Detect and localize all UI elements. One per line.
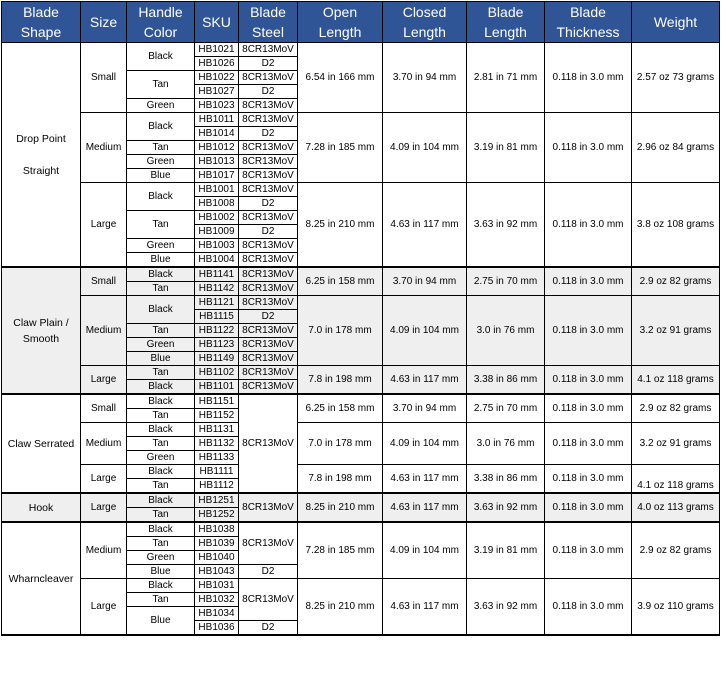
closed-length-cell: 4.09 in 104 mm — [383, 113, 467, 183]
blade-steel-cell: 8CR13MoV — [239, 211, 298, 225]
handle-color-cell: Tan — [127, 508, 195, 523]
blade-steel-cell: D2 — [239, 57, 298, 71]
handle-color-cell: Black — [127, 296, 195, 324]
blade-steel-cell: 8CR13MoV — [239, 366, 298, 380]
sku-cell: HB1251 — [195, 493, 239, 508]
weight-cell: 4.0 oz 113 grams — [632, 493, 720, 522]
handle-color-cell: Black — [127, 522, 195, 537]
blade-length-cell: 3.63 in 92 mm — [467, 183, 545, 268]
blade-steel-cell: D2 — [239, 621, 298, 636]
header-handle-color: Handle Color — [127, 2, 195, 43]
sku-cell: HB1039 — [195, 537, 239, 551]
blade-steel-cell: 8CR13MoV — [239, 155, 298, 169]
handle-color-cell: Black — [127, 380, 195, 395]
knife-spec-table — [1, 1, 720, 636]
blade-thickness-cell: 0.118 in 3.0 mm — [545, 465, 632, 494]
table-row — [2, 43, 720, 57]
sku-cell: HB1001 — [195, 183, 239, 197]
blade-steel-cell: 8CR13MoV — [239, 380, 298, 395]
blade-thickness-cell: 0.118 in 3.0 mm — [545, 113, 632, 183]
header-blade-thickness: Blade Thickness — [545, 2, 632, 43]
sku-cell: HB1013 — [195, 155, 239, 169]
sku-cell: HB1132 — [195, 437, 239, 451]
sku-cell: HB1036 — [195, 621, 239, 636]
blade-thickness-cell: 0.118 in 3.0 mm — [545, 366, 632, 395]
handle-color-cell: Green — [127, 155, 195, 169]
sku-cell: HB1115 — [195, 310, 239, 324]
blade-thickness-cell: 0.118 in 3.0 mm — [545, 394, 632, 423]
size-cell: Small — [81, 394, 127, 423]
sku-cell: HB1011 — [195, 113, 239, 127]
blade-steel-cell: D2 — [239, 565, 298, 579]
handle-color-cell: Blue — [127, 253, 195, 268]
table-row — [2, 493, 720, 508]
table-row — [2, 394, 720, 409]
blade-thickness-cell: 0.118 in 3.0 mm — [545, 579, 632, 636]
weight-cell: 2.9 oz 82 grams — [632, 394, 720, 423]
sku-cell: HB1112 — [195, 479, 239, 494]
blade-thickness-cell: 0.118 in 3.0 mm — [545, 183, 632, 268]
open-length-cell: 7.0 in 178 mm — [298, 296, 383, 366]
blade-thickness-cell: 0.118 in 3.0 mm — [545, 296, 632, 366]
blade-length-cell: 3.19 in 81 mm — [467, 522, 545, 579]
blade-steel-cell: 8CR13MoV — [239, 394, 298, 493]
table-row — [2, 465, 720, 479]
table-row — [2, 267, 720, 282]
sku-cell: HB1027 — [195, 85, 239, 99]
handle-color-cell: Black — [127, 493, 195, 508]
blade-thickness-cell: 0.118 in 3.0 mm — [545, 43, 632, 113]
blade-steel-cell: 8CR13MoV — [239, 141, 298, 155]
sku-cell: HB1121 — [195, 296, 239, 310]
blade-steel-cell: 8CR13MoV — [239, 296, 298, 310]
weight-cell: 2.9 oz 82 grams — [632, 522, 720, 579]
sku-cell: HB1004 — [195, 253, 239, 268]
handle-color-cell: Tan — [127, 141, 195, 155]
handle-color-cell: Black — [127, 394, 195, 409]
blade-length-cell: 3.19 in 81 mm — [467, 113, 545, 183]
blade-steel-cell: D2 — [239, 225, 298, 239]
blade-steel-cell: 8CR13MoV — [239, 267, 298, 282]
table-row — [2, 423, 720, 437]
handle-color-cell: Black — [127, 183, 195, 211]
shape-group — [2, 522, 720, 635]
blade-shape-cell — [2, 394, 81, 493]
blade-length-cell: 3.38 in 86 mm — [467, 465, 545, 494]
blade-shape-cell — [2, 43, 81, 268]
handle-color-cell: Tan — [127, 71, 195, 99]
handle-color-cell: Tan — [127, 437, 195, 451]
closed-length-cell: 3.70 in 94 mm — [383, 43, 467, 113]
handle-color-cell: Blue — [127, 352, 195, 366]
closed-length-cell: 4.09 in 104 mm — [383, 296, 467, 366]
handle-color-cell: Green — [127, 338, 195, 352]
table-row — [2, 579, 720, 593]
handle-color-cell: Tan — [127, 537, 195, 551]
weight-cell: 3.9 oz 110 grams — [632, 579, 720, 636]
header-blade-shape: Blade Shape — [2, 2, 81, 43]
blade-shape-cell — [2, 522, 81, 635]
table-row — [2, 366, 720, 380]
handle-color-cell: Tan — [127, 479, 195, 494]
closed-length-cell: 4.63 in 117 mm — [383, 579, 467, 636]
handle-color-cell: Green — [127, 239, 195, 253]
size-cell: Medium — [81, 522, 127, 579]
weight-cell: 4.1 oz 118 grams — [632, 366, 720, 395]
closed-length-cell: 3.70 in 94 mm — [383, 394, 467, 423]
sku-cell: HB1008 — [195, 197, 239, 211]
blade-length-cell: 3.0 in 76 mm — [467, 296, 545, 366]
open-length-cell: 7.8 in 198 mm — [298, 465, 383, 494]
handle-color-cell: Blue — [127, 169, 195, 183]
blade-steel-cell: 8CR13MoV — [239, 169, 298, 183]
blade-length-cell: 2.75 in 70 mm — [467, 394, 545, 423]
blade-steel-cell: 8CR13MoV — [239, 239, 298, 253]
sku-cell: HB1014 — [195, 127, 239, 141]
blade-steel-cell: 8CR13MoV — [239, 579, 298, 621]
blade-steel-cell: 8CR13MoV — [239, 183, 298, 197]
shape-group — [2, 493, 720, 522]
sku-cell: HB1123 — [195, 338, 239, 352]
blade-length-cell: 3.63 in 92 mm — [467, 493, 545, 522]
sku-cell: HB1142 — [195, 282, 239, 296]
handle-color-cell: Black — [127, 579, 195, 593]
handle-color-cell: Green — [127, 551, 195, 565]
blade-shape-text: Smooth — [22, 332, 60, 345]
blade-steel-cell: D2 — [239, 127, 298, 141]
sku-cell: HB1133 — [195, 451, 239, 465]
blade-length-cell: 3.63 in 92 mm — [467, 579, 545, 636]
blade-steel-cell: 8CR13MoV — [239, 99, 298, 113]
blade-steel-cell: 8CR13MoV — [239, 324, 298, 338]
size-cell: Medium — [81, 113, 127, 183]
sku-cell: HB1022 — [195, 71, 239, 85]
sku-cell: HB1141 — [195, 267, 239, 282]
header-sku: SKU — [195, 2, 239, 43]
sku-cell: HB1021 — [195, 43, 239, 57]
blade-length-cell: 3.0 in 76 mm — [467, 423, 545, 465]
handle-color-cell: Tan — [127, 211, 195, 239]
weight-cell: 2.57 oz 73 grams — [632, 43, 720, 113]
sku-cell: HB1152 — [195, 409, 239, 423]
sku-cell: HB1003 — [195, 239, 239, 253]
blade-steel-cell: 8CR13MoV — [239, 522, 298, 565]
sku-cell: HB1034 — [195, 607, 239, 621]
blade-steel-cell: D2 — [239, 197, 298, 211]
blade-shape-text: Drop Point — [16, 132, 66, 145]
size-cell: Large — [81, 366, 127, 395]
handle-color-cell: Tan — [127, 282, 195, 296]
weight-cell: 2.9 oz 82 grams — [632, 267, 720, 296]
header-open-length: Open Length — [298, 2, 383, 43]
sku-cell: HB1032 — [195, 593, 239, 607]
weight-cell: 3.8 oz 108 grams — [632, 183, 720, 268]
handle-color-cell: Tan — [127, 593, 195, 607]
handle-color-cell: Green — [127, 451, 195, 465]
blade-steel-cell: D2 — [239, 310, 298, 324]
size-cell: Small — [81, 43, 127, 113]
open-length-cell: 7.28 in 185 mm — [298, 522, 383, 579]
handle-color-cell: Tan — [127, 409, 195, 423]
blade-steel-cell: 8CR13MoV — [239, 71, 298, 85]
weight-cell: 4.1 oz 118 grams — [632, 465, 720, 494]
handle-color-cell: Tan — [127, 324, 195, 338]
weight-cell: 2.96 oz 84 grams — [632, 113, 720, 183]
blade-steel-cell: 8CR13MoV — [239, 253, 298, 268]
handle-color-cell: Green — [127, 99, 195, 113]
blade-length-cell: 2.81 in 71 mm — [467, 43, 545, 113]
sku-cell: HB1131 — [195, 423, 239, 437]
open-length-cell: 8.25 in 210 mm — [298, 579, 383, 636]
blade-steel-cell: 8CR13MoV — [239, 43, 298, 57]
header-closed-length: Closed Length — [383, 2, 467, 43]
open-length-cell: 6.54 in 166 mm — [298, 43, 383, 113]
size-cell: Large — [81, 579, 127, 636]
size-cell: Large — [81, 493, 127, 522]
blade-shape-text: Claw Serrated — [7, 437, 75, 450]
handle-color-cell: Black — [127, 43, 195, 71]
closed-length-cell: 4.63 in 117 mm — [383, 366, 467, 395]
blade-steel-cell: 8CR13MoV — [239, 352, 298, 366]
blade-thickness-cell: 0.118 in 3.0 mm — [545, 267, 632, 296]
size-cell: Large — [81, 465, 127, 494]
blade-shape-text: Hook — [28, 501, 54, 514]
blade-shape-text: Straight — [22, 164, 60, 177]
closed-length-cell: 4.63 in 117 mm — [383, 493, 467, 522]
sku-cell: HB1151 — [195, 394, 239, 409]
header-weight: Weight — [632, 2, 720, 43]
handle-color-cell: Blue — [127, 607, 195, 636]
closed-length-cell: 3.70 in 94 mm — [383, 267, 467, 296]
open-length-cell: 7.28 in 185 mm — [298, 113, 383, 183]
blade-shape-cell — [2, 267, 81, 394]
table-row — [2, 183, 720, 197]
blade-thickness-cell: 0.118 in 3.0 mm — [545, 493, 632, 522]
sku-cell: HB1149 — [195, 352, 239, 366]
blade-thickness-cell: 0.118 in 3.0 mm — [545, 522, 632, 579]
blade-steel-cell: 8CR13MoV — [239, 282, 298, 296]
sku-cell: HB1017 — [195, 169, 239, 183]
blade-steel-cell: 8CR13MoV — [239, 493, 298, 522]
sku-cell: HB1043 — [195, 565, 239, 579]
header-blade-steel: Blade Steel — [239, 2, 298, 43]
sku-cell: HB1122 — [195, 324, 239, 338]
open-length-cell: 6.25 in 158 mm — [298, 267, 383, 296]
sku-cell: HB1002 — [195, 211, 239, 225]
shape-group — [2, 267, 720, 394]
sku-cell: HB1023 — [195, 99, 239, 113]
size-cell: Medium — [81, 296, 127, 366]
table-row — [2, 113, 720, 127]
size-cell: Medium — [81, 423, 127, 465]
handle-color-cell: Black — [127, 465, 195, 479]
blade-shape-text: Wharncleaver — [8, 572, 74, 585]
open-length-cell: 7.0 in 178 mm — [298, 423, 383, 465]
weight-cell: 3.2 oz 91 grams — [632, 296, 720, 366]
table-row — [2, 522, 720, 537]
sku-cell: HB1040 — [195, 551, 239, 565]
blade-length-cell: 3.38 in 86 mm — [467, 366, 545, 395]
sku-cell: HB1026 — [195, 57, 239, 71]
handle-color-cell: Black — [127, 423, 195, 437]
table-header — [2, 2, 720, 43]
open-length-cell: 8.25 in 210 mm — [298, 493, 383, 522]
table-row — [2, 296, 720, 310]
closed-length-cell: 4.63 in 117 mm — [383, 465, 467, 494]
sku-cell: HB1101 — [195, 380, 239, 395]
sku-cell: HB1111 — [195, 465, 239, 479]
blade-steel-cell: 8CR13MoV — [239, 113, 298, 127]
sku-cell: HB1102 — [195, 366, 239, 380]
blade-length-cell: 2.75 in 70 mm — [467, 267, 545, 296]
open-length-cell: 8.25 in 210 mm — [298, 183, 383, 268]
closed-length-cell: 4.63 in 117 mm — [383, 183, 467, 268]
sku-cell: HB1031 — [195, 579, 239, 593]
blade-shape-cell — [2, 493, 81, 522]
size-cell: Small — [81, 267, 127, 296]
shape-group — [2, 394, 720, 493]
header-size: Size — [81, 2, 127, 43]
open-length-cell: 6.25 in 158 mm — [298, 394, 383, 423]
shape-group — [2, 43, 720, 268]
sku-cell: HB1038 — [195, 522, 239, 537]
blade-shape-text: Claw Plain / — [13, 316, 69, 329]
handle-color-cell: Blue — [127, 565, 195, 579]
weight-cell: 3.2 oz 91 grams — [632, 423, 720, 465]
sku-cell: HB1012 — [195, 141, 239, 155]
closed-length-cell: 4.09 in 104 mm — [383, 522, 467, 579]
handle-color-cell: Tan — [127, 366, 195, 380]
header-blade-length: Blade Length — [467, 2, 545, 43]
sku-cell: HB1252 — [195, 508, 239, 523]
handle-color-cell: Black — [127, 267, 195, 282]
closed-length-cell: 4.09 in 104 mm — [383, 423, 467, 465]
handle-color-cell: Black — [127, 113, 195, 141]
size-cell: Large — [81, 183, 127, 268]
sku-cell: HB1009 — [195, 225, 239, 239]
blade-thickness-cell: 0.118 in 3.0 mm — [545, 423, 632, 465]
open-length-cell: 7.8 in 198 mm — [298, 366, 383, 395]
blade-steel-cell: D2 — [239, 85, 298, 99]
blade-steel-cell: 8CR13MoV — [239, 338, 298, 352]
